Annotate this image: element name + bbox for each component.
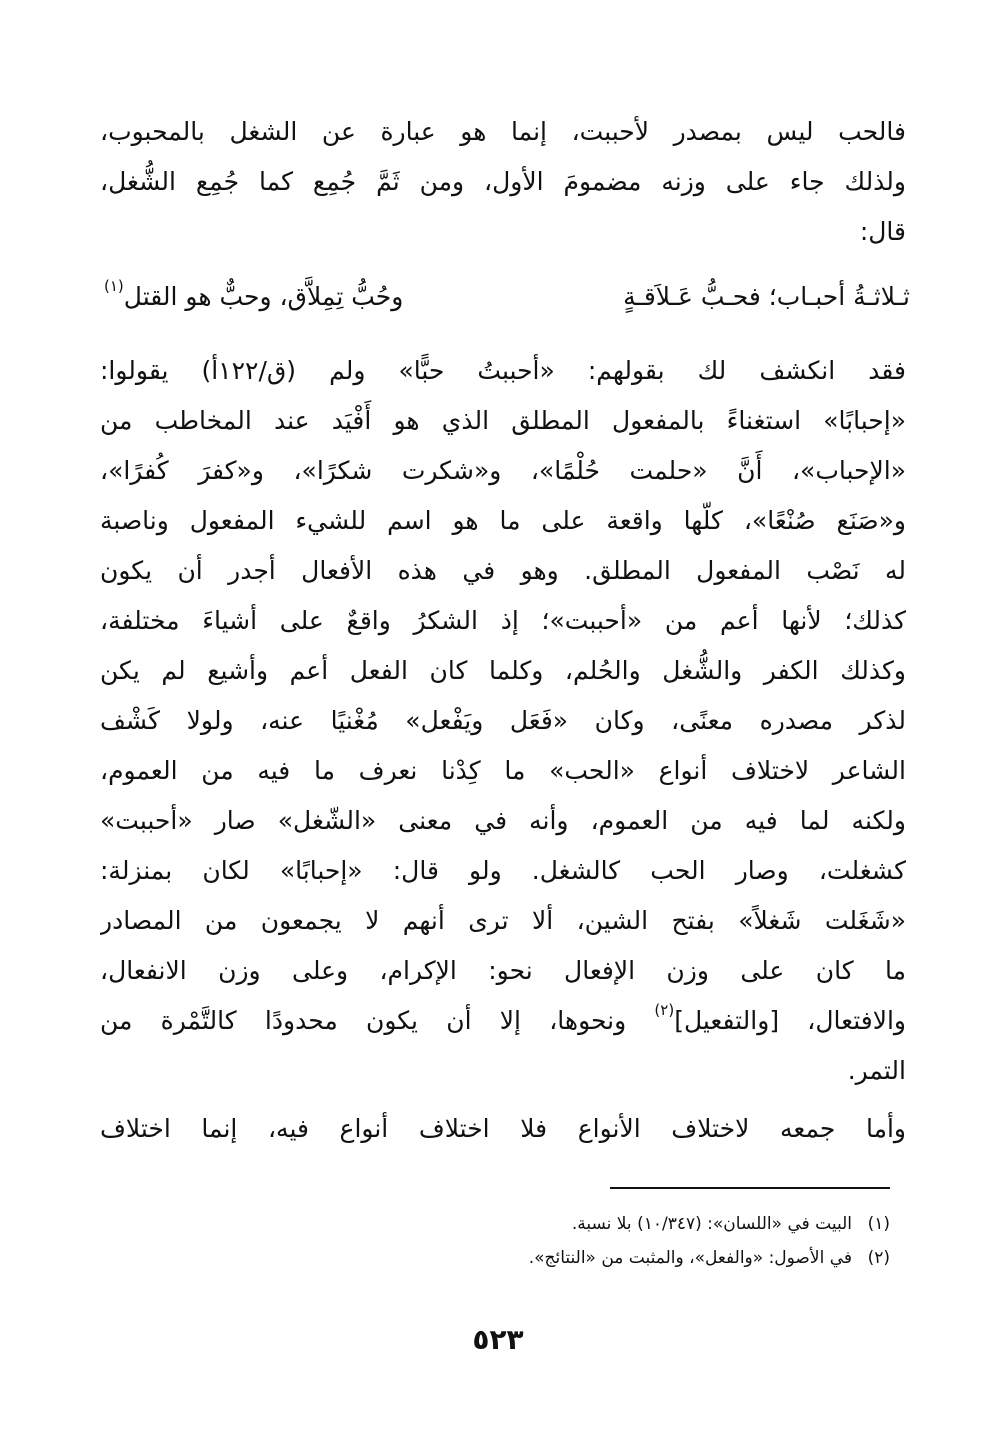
paragraph-line: التمر. [847,1056,906,1085]
paragraph-line: والافتعال، [والتفعيل]$^{(٢)}$ ونحوها، إلا أن يكون محدودًا كالتَّمْرة من [100,1001,906,1035]
paragraph-line: وكذلك الكفر والشُّغل والحُلم، وكلما كان الفعل أعم وأشيع لم يكن [100,656,906,685]
paragraph-line: له نَصْب المفعول المطلق. وهو في هذه الأفعال أجدر أن يكون [100,556,906,585]
paragraph-line: «شَغَلت شَغلاً» بفتح الشين، ألا ترى أنهم لا يجمعون من المصادر [100,906,906,935]
footnote-item [190,1207,890,1241]
paragraph-line: قال: [859,217,906,246]
paragraph-line: فالحب ليس بمصدر لأحببت، إنما هو عبارة عن الشغل بالمحبوب، [100,117,906,146]
paragraph-line: «إحبابًا» استغناءً بالمفعول المطلق الذي هو أَفْيَد عند المخاطب من [100,406,906,435]
footnote-number: (٢) [867,1248,890,1268]
paragraph-line: كذلك؛ لأنها أعم من «أحببت»؛ إذ الشكرُ واقعٌ على أشياءَ مختلفة، [100,606,906,635]
paragraph-3 [100,1104,906,1154]
paragraph-line: لذكر مصدره معنًى، وكان «فَعَل ويَفْعل» مُغْنيًا عنه، ولولا كَشْف [100,706,906,735]
paragraph-line: ولكنه لما فيه من العموم، وأنه في معنى «الشّغل» صار «أحببت» [100,806,906,835]
paragraph-1 [100,107,906,257]
verse-first-hemistich: ثـلاثـةُ أحبـاب؛ فحـبُّ عَـلاَقـةٍ [623,282,910,311]
paragraph-line: وأما جمعه لاختلاف الأنواع فلا اختلاف أنواع فيه، إنما اختلاف [100,1114,906,1143]
paragraph-line: كشغلت، وصار الحب كالشغل. ولو قال: «إحبابًا» لكان بمنزلة: [100,856,906,885]
footnote-text: في الأصول: «والفعل»، والمثبت من «النتائج». [528,1248,852,1268]
paragraph-line: فقد انكشف لك بقولهم: «أحببتُ حبًّا» ولم (ق/١٢٢أ) يقولوا: [100,356,906,385]
paragraph-line: ولذلك جاء على وزنه مضمومَ الأول، ومن ثَمَّ جُمِع كما جُمِع الشُّغل، [100,167,906,196]
paragraph-line: الشاعر لاختلاف أنواع «الحب» ما كِدْنا نعرف ما فيه من العموم، [100,756,906,785]
footnotes [190,1207,890,1275]
footnote-ref-1: (١) [104,277,124,295]
poetry-verse [104,270,910,324]
footnote-separator [610,1187,890,1189]
footnote-text: البيت في «اللسان»: (١٠/٣٤٧) بلا نسبة. [571,1214,852,1234]
footnote-ref-2: (٢) [654,1001,675,1019]
paragraph-line: ما كان على وزن الإفعال نحو: الإكرام، وعلى وزن الانفعال، [100,956,906,985]
paragraph-2 [100,346,906,1096]
footnote-item [190,1241,890,1275]
verse-second-hemistich: وحُبُّ تِمِلاَّق، وحبٌّ هو القتل$^{(١)}$ [104,277,404,311]
page-number: ٥٢٣ [472,1323,524,1356]
paragraph-line: «الإحباب»، أَنَّ «حلمت حُلْمًا»، و«شكرت شكرًا»، و«كفرَ كُفرًا»، [100,456,906,485]
paragraph-line: و«صَنَع صُنْعًا»، كلّها واقعة على ما هو اسم للشيء المفعول وناصبة [100,506,906,535]
footnote-number: (١) [867,1214,890,1234]
